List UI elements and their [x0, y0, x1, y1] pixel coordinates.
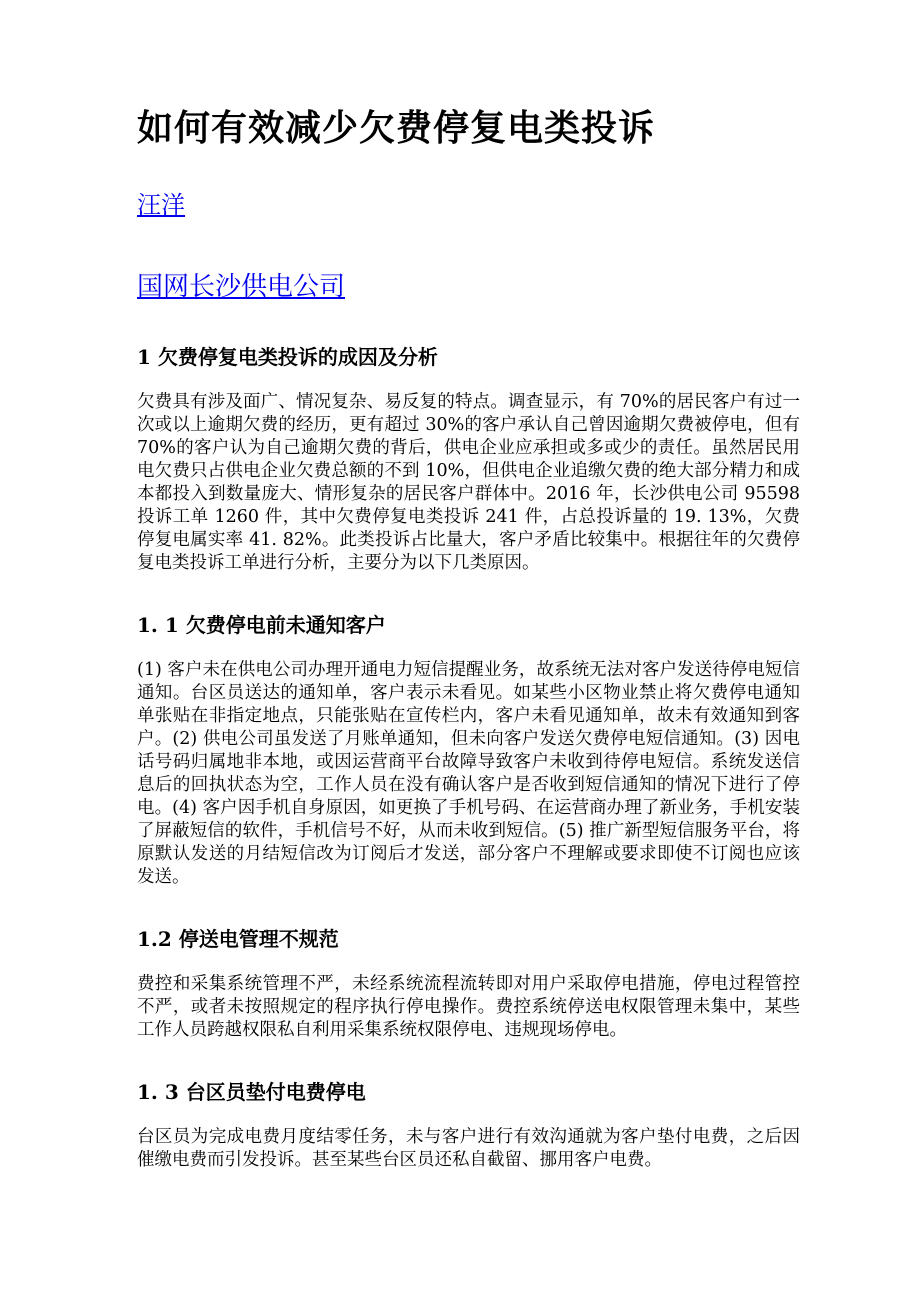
author-link[interactable]: 汪洋	[137, 191, 185, 220]
affiliation-link[interactable]: 国网长沙供电公司	[137, 272, 346, 303]
document-title: 如何有效减少欠费停复电类投诉	[137, 107, 656, 149]
section-heading-causes: 1 欠费停复电类投诉的成因及分析	[137, 345, 438, 370]
author-line	[137, 185, 800, 220]
section-heading-no-notification: 1. 1 欠费停电前未通知客户	[137, 613, 386, 638]
section-no-notification	[137, 613, 800, 889]
section-advance-payment	[137, 1080, 800, 1172]
section-heading-advance-payment: 1. 3 台区员垫付电费停电	[137, 1080, 366, 1105]
section-paragraph-no-notification: (1) 客户未在供电公司办理开通电力短信提醒业务，故系统无法对客户发送待停电短信通知。台区员送达的通知单，客户表示未看见。如某些小区物业禁止将欠费停电通知单张贴在非指定地点，只能张贴在宣传栏内，客户未看见通知单，故未有效通知到客户。(2) 供电公司虽发送了月账单通知，但未向客户发送欠费停电短信通知。(3) 因电话号码归属地非本地，或因运营商平台故障导致客户未收到待停电短信。系统发送信息后的回执状态为空，工作人员在没有确认客户是否收到短信通知的情况下进行了停电。(4) 客户因手机自身原因，如更换了手机号码、在运营商办理了新业务，手机安装了屏蔽短信的软件，手机信号不好，从而未收到短信。(5) 推广新型短信服务平台，将原默认发送的月结短信改为订阅后才发送，部分客户不理解或要求即使不订阅也应该发送。	[137, 660, 800, 888]
section-paragraph-advance-payment: 台区员为完成电费月度结零任务，未与客户进行有效沟通就为客户垫付电费，之后因催缴电费而引发投诉。甚至某些台区员还私自截留、挪用客户电费。	[137, 1127, 800, 1171]
section-paragraph-management: 费控和采集系统管理不严，未经系统流程流转即对用户采取停电措施，停电过程管控不严，或者未按照规定的程序执行停电操作。费控系统停送电权限管理未集中，某些工作人员跨越权限私自利用采集系统权限停电、违规现场停电。	[137, 974, 800, 1041]
section-paragraph-causes: 欠费具有涉及面广、情况复杂、易反复的特点。调查显示，有 70%的居民客户有过一次或以上逾期欠费的经历，更有超过 30%的客户承认自己曾因逾期欠费被停电，但有 70%的客户认为自己逾期欠费的背后，供电企业应承担或多或少的责任。虽然居民用电欠费只占供电企业欠费总额的不到 10%，但供电企业追缴欠费的绝大部分精力和成本都投入到数量庞大、情形复杂的居民客户群体中。2016 年，长沙供电公司 95598 投诉工单 1260 件，其中欠费停复电类投诉 241 件，占总投诉量的 19. 13%，欠费停复电属实率 41. 82%。此类投诉占比量大，客户矛盾比较集中。根据往年的欠费停复电类投诉工单进行分析，主要分为以下几类原因。	[137, 392, 800, 574]
section-management	[137, 927, 800, 1042]
section-causes	[137, 345, 800, 575]
affiliation-line	[137, 266, 800, 303]
section-heading-management: 1.2 停送电管理不规范	[137, 927, 339, 952]
